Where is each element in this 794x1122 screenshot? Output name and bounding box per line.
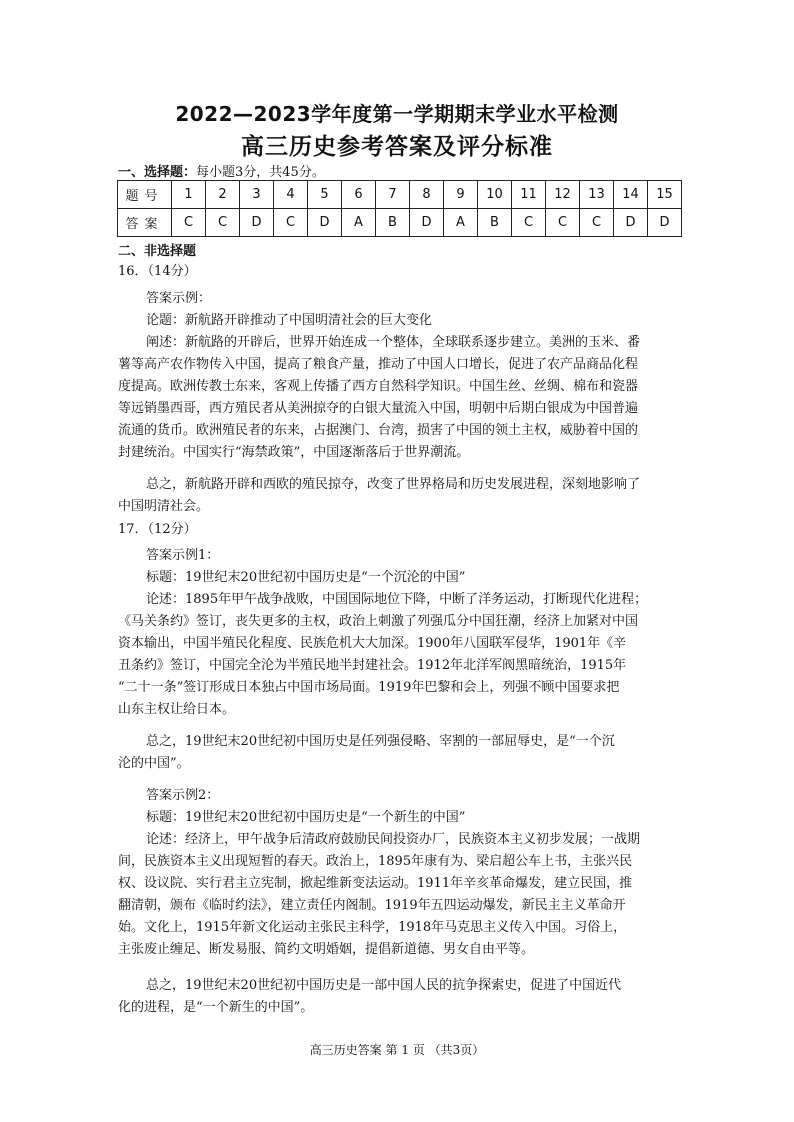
answer-line: 等远销墨西哥，西方殖民者从美洲掠夺的白银大量流入中国，明朝中后期白银成为中国普遍 [118,401,639,416]
answer-cell: A [342,209,376,237]
page-footer: 高三历史答案 第 1 页 （共3页） [309,1043,485,1057]
answer-line: 答案示例： [146,291,212,306]
answer-cell: B [478,209,512,237]
answer-cell: D [240,209,274,237]
question-number: 12 [546,181,580,209]
question-number: 4 [274,181,308,209]
question-number: 11 [512,181,546,209]
answer-line: 阐述：新航路的开辟后，世界开始连成一个整体，全球联系逐步建立。美洲的玉米、番 [146,335,641,350]
question-number: 13 [580,181,614,209]
answer-line: 标题：19世纪末20世纪初中国历史是“一个沉沦的中国” [146,570,466,585]
question-number: 2 [206,181,240,209]
answer-line: 始。文化上，1915年新文化运动主张民主科学，1918年马克思主义传入中国。习俗上， [118,920,627,935]
answer-line: 间，民族资本主义出现短暂的春天。政治上，1895年康有为、梁启超公车上书，主张兴民 [118,854,633,869]
answer-line: “二十一条”签订形成日本独占中国市场局面。1919年巴黎和会上，列强不顾中国要求把 [118,680,620,695]
question-number: 6 [342,181,376,209]
answer-line: 度提高。欧洲传教士东来，客观上传播了西方自然科学知识。中国生丝、丝绸、棉布和瓷器 [118,379,639,394]
answer-cell: A [444,209,478,237]
section-1-heading [118,161,325,180]
answer-row [118,209,682,237]
answer-cell: B [376,209,410,237]
answer-line: 山东主权让给日本。 [118,702,236,717]
answer-line: 化的进程，是“一个新生的中国”。 [118,1000,314,1015]
question-number: 9 [444,181,478,209]
answer-line: 标题：19世纪末20世纪初中国历史是“一个新生的中国” [146,810,466,825]
answer-cell: D [410,209,444,237]
answer-line: 流通的货币。欧洲殖民者的东来，占据澳门、台湾，损害了中国的领土主权，威胁着中国的 [118,423,639,438]
answer-line: 总之，19世纪末20世纪初中国历史是一部中国人民的抗争探索史，促进了中国近代 [146,978,622,993]
question-number: 15 [648,181,682,209]
answer-key-title: 高三历史参考答案及评分标准 [241,134,553,160]
answer-line: 论述：经济上，甲午战争后清政府鼓励民间投资办厂，民族资本主义初步发展；一战期 [146,832,641,847]
answer-line: 论述：1895年甲午战争战败，中国国际地位下降，中断了洋务运动，打断现代化进程； [146,592,648,607]
answer-cell: C [206,209,240,237]
answer-line: 权、设议院、实行君主立宪制，掀起维新变法运动。1911年辛亥革命爆发，建立民国，推 [118,876,633,891]
answer-line: 总之，新航路开辟和西欧的殖民掠夺，改变了世界格局和历史发展进程，深刻地影响了 [146,477,641,492]
answer-line: 《马关条约》签订，丧失更多的主权，政治上刺激了列强瓜分中国狂潮，经济上加紧对中国 [118,614,639,629]
answer-line: 薯等高产农作物传入中国，提高了粮食产量，推动了中国人口增长，促进了农产品商品化程 [118,357,639,372]
answer-line: 资本输出，中国半殖民化程度、民族危机大大加深。1900年八国联军侵华，1901年《辛 [118,636,627,651]
answer-line: 翻清朝，颁布《临时约法》，建立责任内阁制。1919年五四运动爆发，新民主主义革命开 [118,898,626,913]
answer-line: 答案示例2： [146,788,220,803]
question-number: 14 [614,181,648,209]
question-number: 5 [308,181,342,209]
answer-cell: C [580,209,614,237]
question-16-header: 16．（14分） [118,264,197,279]
answer-cell: C [546,209,580,237]
section-1-label: 一、选择题： [118,165,197,180]
answer-cell: C [274,209,308,237]
row-label-answer: 答案 [118,209,172,237]
answer-cell: C [512,209,546,237]
answer-cell: D [308,209,342,237]
answer-table [117,180,682,237]
question-number-row [118,181,682,209]
question-number: 10 [478,181,512,209]
answer-line: 丑条约》签订，中国完全沦为半殖民地半封建社会。1912年北洋军阀黑暗统治，1915年 [118,658,627,673]
answer-cell: C [172,209,206,237]
question-number: 8 [410,181,444,209]
answer-line: 总之，19世纪末20世纪初中国历史是任列强侵略、宰割的一部屈辱史，是“一个沉 [146,734,615,749]
answer-cell: D [614,209,648,237]
question-number: 3 [240,181,274,209]
answer-line: 论题：新航路开辟推动了中国明清社会的巨大变化 [146,313,433,328]
answer-cell: D [648,209,682,237]
answer-line: 中国明清社会。 [118,499,210,514]
answer-line: 主张废止缠足、断发易服、简约文明婚姻，提倡新道德、男女自由平等。 [118,942,535,957]
section-1-note: 每小题3分，共45分。 [196,165,325,180]
answer-line: 封建统治。中国实行“海禁政策”，中国逐渐落后于世界潮流。 [118,445,470,460]
answer-line: 答案示例1： [146,548,220,563]
section-2-heading: 二、非选择题 [118,244,197,259]
row-label-question: 题号 [118,181,172,209]
question-number: 7 [376,181,410,209]
exam-title: 2022—2023学年度第一学期期末学业水平检测 [175,102,619,126]
answer-line: 沦的中国”。 [118,756,190,771]
question-17-header: 17．（12分） [118,522,197,537]
question-number: 1 [172,181,206,209]
